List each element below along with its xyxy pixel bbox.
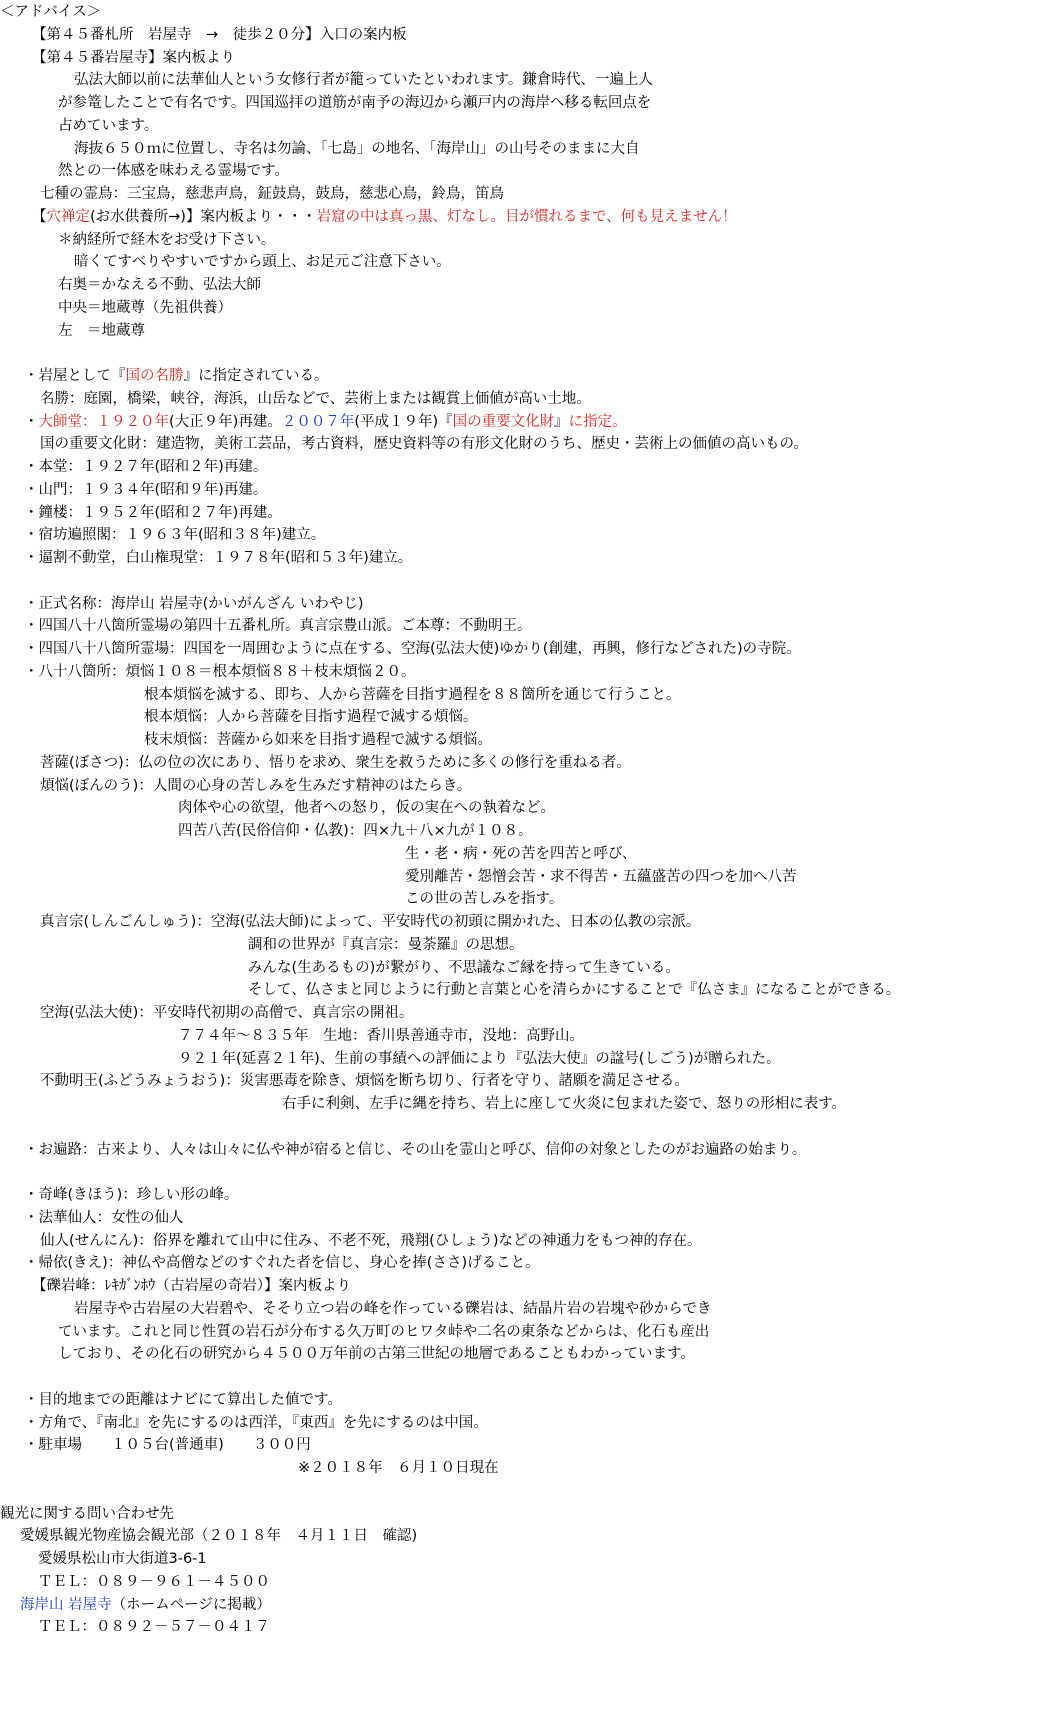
text-line	[32, 1277, 351, 1295]
text-run: ・岩屋として『	[24, 368, 126, 384]
text-line	[144, 708, 478, 726]
text-line	[74, 253, 451, 271]
text-line	[24, 1436, 311, 1454]
text-run: ※２０１８年 ６月１０日現在	[298, 1460, 499, 1476]
text-run: ・奇峰(きほう)：珍しい形の峰。	[24, 1187, 239, 1203]
text-run: 弘法大師以前に法華仙人という女修行者が籠っていたといわれます。鎌倉時代、一遍上人	[74, 72, 653, 89]
text-run: 岩屋寺や古岩屋の大岩碧や、そそり立つ岩の峰を作っている礫岩は、結晶片岩の岩塊や砂からでき	[74, 1300, 712, 1317]
text-run: ・四国八十八箇所霊場の第四十五番札所。真言宗豊山派。ご本尊：不動明王。	[24, 618, 532, 635]
text-run: 愛別離苦・怨憎会苦・求不得苦・五蘊盛苦の四つを加へ八苦	[405, 868, 797, 885]
text-line	[24, 413, 627, 431]
text-run: 【第４５番札所 岩屋寺 → 徒歩２０分】入口の案内板	[32, 26, 407, 43]
text-run: 調和の世界が『真言宗：曼荼羅』の思想。	[248, 936, 524, 953]
text-line	[58, 299, 232, 317]
text-line	[32, 208, 737, 226]
text-run: (お水供養所→)】案内板より・・・	[90, 208, 317, 225]
text-line	[40, 913, 700, 931]
text-line	[24, 526, 325, 544]
text-run: 穴禅定	[46, 208, 90, 225]
text-run: 愛媛県松山市大街道3-6-1	[38, 1551, 207, 1567]
text-run: （ホームページに掲載）	[111, 1596, 271, 1613]
text-run: ・方角で、『南北』を先にするのは西洋，『東西』を先にするのは中国。	[24, 1414, 488, 1431]
text-line	[40, 435, 808, 453]
text-run: 国の重要文化財	[452, 413, 555, 430]
text-line	[74, 71, 653, 89]
text-line	[178, 1027, 584, 1045]
text-run: ・法華仙人：女性の仙人	[24, 1209, 184, 1226]
text-run: ９２１年(延喜２１年)、生前の事績への評価により『弘法大使』の諡号(しごう)が贈られた。	[178, 1050, 781, 1067]
text-run: ・鐘楼：１９５２年(昭和２７年)再建。	[24, 504, 282, 521]
text-run: ・四国八十八箇所霊場：四国を一周囲むように点在する、空海(弘法大使)ゆかり(創建，再興，修行などされた)の寺院。	[24, 641, 801, 657]
text-run: 右手に利剣、左手に縄を持ち、岩上に座して火炎に包まれた姿で、怒りの形相に表す。	[282, 1096, 847, 1112]
text-line	[58, 1323, 709, 1341]
text-run: 煩悩(ぼんのう)：人間の心身の苦しみを生みだす精神のはたらき。	[40, 777, 472, 794]
text-line	[178, 822, 533, 840]
text-run: そして、仏さまと同じように行動と言葉と心を清らかにすることで『仏さま』になることができる。	[248, 982, 901, 999]
text-line	[24, 481, 267, 499]
text-run: 国の重要文化財：建造物，美術工芸品，考古資料，歴史資料等の有形文化財のうち、歴史・芸術上の価値の高いもの。	[40, 436, 808, 453]
text-run: 中央＝地蔵尊（先祖供養）	[58, 299, 232, 316]
text-run: 岩窟の中は真っ黒、灯なし。目が慣れるまで、何も見えません！	[316, 208, 737, 225]
text-run: 肉体や心の欲望，他者への怒り，仮の実在への執着など。	[178, 800, 555, 817]
text-line	[40, 390, 591, 408]
text-run: ＊納経所で経木をお受け下さい。	[58, 231, 276, 248]
text-line	[178, 1050, 781, 1068]
text-line	[58, 322, 145, 340]
text-line	[38, 1618, 270, 1636]
text-run: 国の名勝	[125, 368, 184, 384]
text-run: ・目的地までの距離はナビにて算出した値です。	[24, 1391, 342, 1408]
text-run: 』に指定されている。	[183, 368, 329, 384]
text-line	[24, 1391, 342, 1409]
text-line	[298, 1459, 499, 1477]
text-line	[24, 1414, 488, 1432]
text-run: 菩薩(ぼさつ)：仏の位の次にあり、悟りを求め、衆生を救うために多くの修行を重ねる者。	[40, 754, 631, 771]
text-line	[405, 868, 797, 886]
text-run: に指定。	[568, 413, 627, 430]
text-run: 占めています。	[58, 117, 159, 134]
text-run: この世の苦しみを指す。	[405, 891, 564, 908]
text-line	[20, 1596, 271, 1614]
text-line	[24, 595, 364, 613]
text-run: ＴＥＬ：０８９－９６１－４５００	[38, 1573, 270, 1590]
text-line	[24, 1141, 806, 1159]
text-run: みんな(生あるもの)が繋がり、不思議なご縁を持って生きている。	[248, 959, 680, 976]
text-run: 根本煩悩を滅する、即ち、人から菩薩を目指す過程を８８箇所を通じて行うこと。	[144, 686, 681, 703]
text-line	[248, 959, 680, 977]
text-line	[0, 1505, 174, 1523]
text-line	[58, 94, 651, 112]
text-run: 不動明王(ふどうみょうおう)：災害悪毒を除き、煩悩を断ち切り、行者を守り、諸願を満足させる。	[40, 1073, 689, 1090]
text-run: 海抜６５０ｍに位置し、寺名は勿論、「七島」の地名、「海岸山」の山号そのままに大自	[74, 140, 640, 157]
text-run: 【礫岩峰：ﾚｷｶﾞﾝﾎｳ（古岩屋の奇岩）】案内板より	[32, 1278, 351, 1294]
text-run: が参篭したことで有名です。四国巡拝の道筋が南予の海辺から瀬戸内の海岸へ移る転回点を	[58, 95, 652, 111]
text-run: 四苦八苦(民俗信仰・仏教)：四×九＋八×九が１０８。	[178, 823, 533, 839]
text-run: 【	[32, 208, 47, 225]
text-run: ・宿坊遍照閣：１９６３年(昭和３８年)建立。	[24, 527, 326, 544]
text-line	[24, 1209, 184, 1227]
text-run: 空海(弘法大使)：平安時代初期の高僧で、真言宗の開祖。	[40, 1005, 414, 1021]
text-run: 左 ＝地蔵尊	[58, 322, 145, 339]
text-line	[282, 1095, 846, 1113]
text-run: 名勝：庭園，橋梁，峡谷，海浜，山岳などで、芸術上または観賞上価値が高い土地。	[40, 390, 591, 407]
text-run: ・駐車場 １０５台(普通車) ３００円	[24, 1437, 311, 1454]
text-run: ２００７年	[281, 413, 355, 430]
text-line	[40, 185, 504, 203]
text-line	[144, 686, 681, 704]
text-run: 仙人(せんにん)：俗界を離れて山中に住み、不老不死，飛翔(ひしょう)などの神通力をもつ神的存在。	[40, 1232, 702, 1249]
text-run: ています。これと同じ性質の岩石が分布する久万町のヒワタ峠や二名の東条などからは、化石も産出	[58, 1323, 710, 1340]
text-run: 愛媛県観光物産協会観光部（２０１８年 ４月１１日 確認)	[20, 1528, 418, 1545]
text-line	[24, 617, 532, 635]
text-line	[38, 1550, 207, 1568]
text-line	[74, 140, 640, 158]
text-line	[74, 1300, 712, 1318]
text-run: ・お遍路：古来より、人々は山々に仏や神が宿ると信じ、その山を霊山と呼び、信仰の対象としたのがお遍路の始まり。	[24, 1141, 807, 1158]
text-line	[40, 777, 471, 795]
text-line	[24, 549, 412, 567]
text-line	[248, 936, 524, 954]
text-line	[40, 754, 631, 772]
text-line	[0, 3, 101, 21]
text-run: (平成１９年)『	[354, 413, 453, 430]
text-run: ・八十八箇所：煩悩１０８＝根本煩悩８８＋枝末煩悩２０。	[24, 663, 416, 680]
text-run: ＴＥＬ：０８９２－５７－０４１７	[38, 1619, 270, 1636]
text-run: 右奥＝かなえる不動、弘法大師	[58, 277, 261, 293]
text-run: しており、その化石の研究から４５００万年前の古第三世紀の地層であることもわかっています。	[58, 1346, 695, 1363]
text-line	[40, 1232, 702, 1250]
text-run: 【第４５番岩屋寺】案内板より	[32, 49, 235, 66]
text-run: ＜アドバイス＞	[0, 4, 102, 20]
text-line	[32, 49, 235, 67]
text-run: ・	[24, 413, 39, 430]
text-run: 生・老・病・死の苦を四苦と呼び、	[405, 845, 637, 862]
text-run: ７７４年～８３５年 生地：香川県善通寺市，没地：高野山。	[178, 1027, 584, 1044]
text-run: ・山門：１９３４年(昭和９年)再建。	[24, 481, 268, 498]
text-run: 大師堂：１９２０年	[38, 413, 169, 430]
text-run: 観光に関する問い合わせ先	[0, 1505, 174, 1522]
text-line	[405, 845, 636, 863]
text-line	[40, 1004, 414, 1022]
text-run: ・帰依(きえ)：神仏や高僧などのすぐれた者を信じ、身心を捧(ささ)げること。	[24, 1255, 540, 1272]
text-line	[24, 1186, 238, 1204]
text-line	[58, 1345, 695, 1363]
text-line	[144, 731, 492, 749]
text-line	[32, 26, 407, 44]
text-run: ・逼割不動堂，白山権現堂：１９７８年(昭和５３年)建立。	[24, 550, 413, 566]
text-run: ・本堂：１９２７年(昭和２年)再建。	[24, 459, 268, 475]
text-run: 』	[554, 413, 569, 430]
text-line	[248, 981, 900, 999]
text-line	[38, 1573, 270, 1591]
text-line	[24, 458, 267, 476]
text-line	[58, 276, 261, 294]
text-run: 真言宗(しんごんしゅう)：空海(弘法大師)によって、平安時代の初頭に開かれた、日本の仏教の宗派。	[40, 914, 701, 930]
text-run: 暗くてすべりやすいですから頭上、お足元ご注意下さい。	[74, 254, 451, 271]
text-line	[40, 1072, 689, 1090]
text-line	[58, 162, 289, 180]
text-run: 根本煩悩：人から菩薩を目指す過程で滅する煩悩。	[144, 709, 478, 726]
text-line	[24, 640, 801, 658]
text-line	[20, 1527, 417, 1545]
text-line	[405, 890, 563, 908]
text-run: ・正式名称：海岸山 岩屋寺(かいがんざん いわやじ)	[24, 595, 364, 612]
text-line	[24, 1254, 540, 1272]
text-run: 七種の霊鳥：三宝鳥，慈悲声鳥，鉦鼓鳥，鼓鳥，慈悲心鳥，鈴鳥，笛鳥	[40, 186, 504, 202]
text-line	[24, 367, 329, 385]
text-run: 枝末煩悩：菩薩から如来を目指す過程で滅する煩悩。	[144, 732, 492, 748]
text-run: 然との一体感を味わえる霊場です。	[58, 163, 289, 180]
text-run: 海岸山 岩屋寺	[20, 1596, 112, 1613]
text-line	[24, 504, 282, 522]
text-line	[178, 799, 555, 817]
text-run: (大正９年)再建。	[169, 413, 282, 430]
text-line	[58, 117, 158, 135]
text-line	[24, 663, 416, 681]
text-line	[58, 231, 276, 249]
